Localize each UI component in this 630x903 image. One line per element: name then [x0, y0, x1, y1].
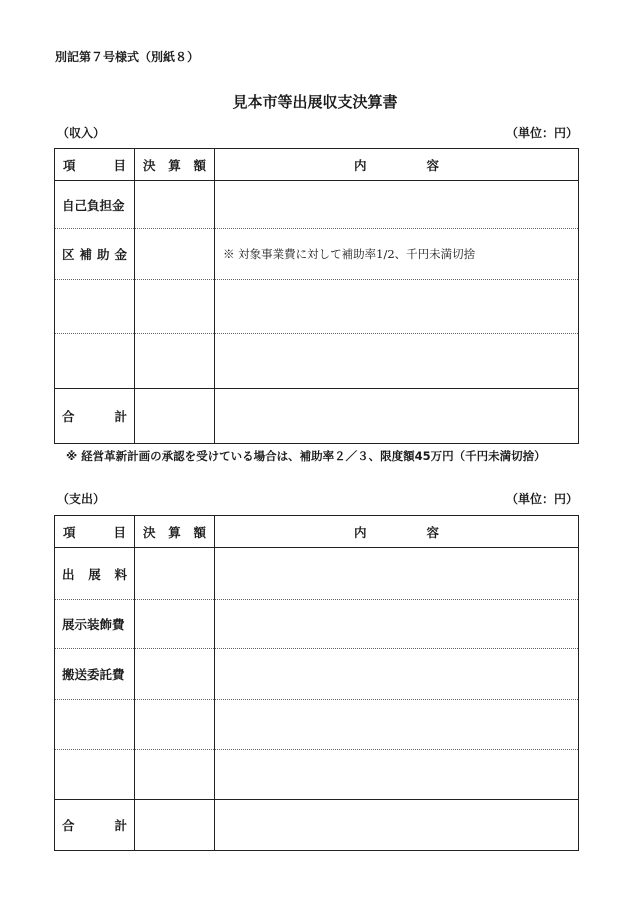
expense-item-cell: 展示装飾費: [55, 600, 135, 649]
expense-description-cell[interactable]: [215, 700, 579, 750]
table-row: [55, 280, 579, 334]
income-amount-cell[interactable]: [135, 280, 215, 334]
table-row: [55, 600, 579, 649]
income-item-cell: [55, 280, 135, 334]
income-header-row: [55, 149, 579, 181]
income-amount-cell[interactable]: [135, 229, 215, 280]
income-item-cell: [55, 334, 135, 389]
income-unit-label: （単位：円）: [505, 126, 578, 140]
income-amount-cell[interactable]: [135, 181, 215, 229]
income-total-row: [55, 389, 579, 444]
income-description-cell[interactable]: [215, 334, 579, 389]
expense-header-item: 項目: [55, 516, 135, 548]
expense-unit-label: （単位：円）: [505, 492, 578, 506]
income-note: ※ 経営革新計画の承認を受けている場合は、補助率２／３、限度額45万円（千円未満切捨）: [66, 449, 546, 463]
expense-item-cell: 出展料: [55, 548, 135, 600]
expense-amount-cell[interactable]: [135, 548, 215, 600]
expense-amount-cell[interactable]: [135, 700, 215, 750]
expense-description-cell[interactable]: [215, 548, 579, 600]
expense-amount-cell[interactable]: [135, 600, 215, 649]
table-row: [55, 181, 579, 229]
table-row: [55, 548, 579, 600]
income-item-cell: 自己負担金: [55, 181, 135, 229]
expense-table: [54, 515, 579, 851]
expense-amount-cell[interactable]: [135, 750, 215, 800]
expense-header-description: 内容: [215, 516, 579, 548]
expense-item-cell: 搬送委託費: [55, 649, 135, 700]
income-header-amount: 決算額: [135, 149, 215, 181]
expense-section-label: （支出）: [57, 492, 106, 506]
income-header-item: 項目: [55, 149, 135, 181]
expense-item-cell: [55, 750, 135, 800]
income-description-cell[interactable]: ※ 対象事業費に対して補助率1/2、千円未満切捨: [215, 229, 579, 280]
income-description-cell[interactable]: [215, 181, 579, 229]
expense-header-row: [55, 516, 579, 548]
page-title: 見本市等出展収支決算書: [232, 93, 398, 111]
expense-item-cell: [55, 700, 135, 750]
income-description-cell[interactable]: [215, 280, 579, 334]
table-row: [55, 700, 579, 750]
table-row: [55, 229, 579, 280]
expense-total-description[interactable]: [215, 800, 579, 851]
expense-header-amount: 決算額: [135, 516, 215, 548]
income-total-label: 合計: [55, 389, 135, 444]
income-table: [54, 148, 579, 444]
expense-amount-cell[interactable]: [135, 649, 215, 700]
income-section-label: （収入）: [57, 126, 106, 140]
expense-total-label: 合計: [55, 800, 135, 851]
income-item-cell: 区補助金: [55, 229, 135, 280]
expense-description-cell[interactable]: [215, 649, 579, 700]
form-id: 別記第７号様式（別紙８）: [55, 50, 200, 64]
table-row: [55, 649, 579, 700]
table-row: [55, 334, 579, 389]
expense-total-row: [55, 800, 579, 851]
expense-total-amount[interactable]: [135, 800, 215, 851]
table-row: [55, 750, 579, 800]
expense-description-cell[interactable]: [215, 600, 579, 649]
income-amount-cell[interactable]: [135, 334, 215, 389]
income-total-description[interactable]: [215, 389, 579, 444]
income-header-description: 内容: [215, 149, 579, 181]
income-total-amount[interactable]: [135, 389, 215, 444]
expense-description-cell[interactable]: [215, 750, 579, 800]
